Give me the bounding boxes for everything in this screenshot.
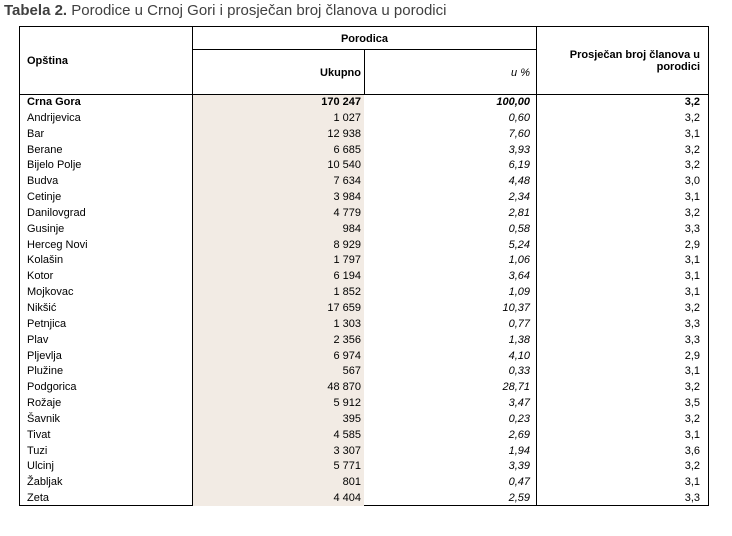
average-cell: 3,3 bbox=[684, 317, 700, 330]
municipality-cell: Danilovgrad bbox=[27, 206, 86, 219]
table-row bbox=[20, 491, 708, 507]
municipality-cell: Rožaje bbox=[27, 397, 62, 410]
municipality-cell: Cetinje bbox=[27, 191, 62, 204]
municipality-cell: Zeta bbox=[27, 492, 50, 505]
table-row bbox=[20, 174, 708, 190]
header-average-line1: Prosječan broj članova u bbox=[569, 49, 700, 61]
table-row bbox=[20, 158, 708, 174]
total-cell: 48 870 bbox=[327, 381, 361, 394]
municipality-cell: Petnjica bbox=[27, 317, 67, 330]
table-body bbox=[20, 95, 708, 507]
percent-cell: 1,09 bbox=[508, 286, 530, 299]
divider-total bbox=[364, 50, 365, 95]
table-row bbox=[20, 459, 708, 475]
municipality-cell: Podgorica bbox=[27, 381, 77, 394]
table-row bbox=[20, 380, 708, 396]
table-row bbox=[20, 428, 708, 444]
total-cell: 4 585 bbox=[333, 428, 361, 441]
percent-cell: 0,60 bbox=[508, 111, 530, 124]
total-cell: 395 bbox=[342, 412, 361, 425]
table-row bbox=[20, 412, 708, 428]
percent-cell: 4,48 bbox=[508, 175, 530, 188]
average-cell: 3,2 bbox=[684, 381, 700, 394]
total-cell: 12 938 bbox=[327, 127, 361, 140]
percent-cell: 3,64 bbox=[508, 270, 530, 283]
percent-cell: 10,37 bbox=[502, 301, 530, 314]
percent-cell: 3,47 bbox=[508, 397, 530, 410]
total-cell: 1 303 bbox=[333, 317, 361, 330]
percent-cell: 7,60 bbox=[508, 127, 530, 140]
municipality-cell: Berane bbox=[27, 143, 63, 156]
municipality-cell: Tuzi bbox=[27, 444, 48, 457]
percent-cell: 2,81 bbox=[508, 206, 530, 219]
percent-cell: 0,23 bbox=[508, 412, 530, 425]
header-municipality: Opština bbox=[27, 55, 68, 67]
average-cell: 3,0 bbox=[684, 175, 700, 188]
table-row bbox=[20, 206, 708, 222]
percent-cell: 1,06 bbox=[508, 254, 530, 267]
average-cell: 3,2 bbox=[684, 159, 700, 172]
average-cell: 3,1 bbox=[684, 476, 700, 489]
average-cell: 2,9 bbox=[684, 349, 700, 362]
municipality-cell: Crna Gora bbox=[27, 96, 81, 108]
municipality-cell: Kolašin bbox=[27, 254, 64, 267]
municipality-cell: Tivat bbox=[27, 428, 51, 441]
percent-cell: 28,71 bbox=[502, 381, 530, 394]
municipality-cell: Bijelo Polje bbox=[27, 159, 82, 172]
table-row bbox=[20, 190, 708, 206]
total-cell: 6 974 bbox=[333, 349, 361, 362]
table-row bbox=[20, 222, 708, 238]
average-cell: 3,2 bbox=[684, 301, 700, 314]
divider-group-header bbox=[192, 49, 537, 50]
total-cell: 1 797 bbox=[333, 254, 361, 267]
percent-cell: 1,38 bbox=[508, 333, 530, 346]
average-cell: 3,2 bbox=[684, 143, 700, 156]
municipality-cell: Gusinje bbox=[27, 222, 65, 235]
table-row bbox=[20, 285, 708, 301]
percent-cell: 3,93 bbox=[508, 143, 530, 156]
municipality-cell: Kotor bbox=[27, 270, 54, 283]
average-cell: 3,3 bbox=[684, 222, 700, 235]
municipality-cell: Ulcinj bbox=[27, 460, 54, 473]
total-cell: 17 659 bbox=[327, 301, 361, 314]
total-cell: 6 194 bbox=[333, 270, 361, 283]
average-cell: 3,1 bbox=[684, 428, 700, 441]
table-row bbox=[20, 301, 708, 317]
municipality-cell: Bar bbox=[27, 127, 45, 140]
header-average-line2: porodici bbox=[656, 61, 700, 73]
average-cell: 3,2 bbox=[684, 96, 700, 108]
table-row bbox=[20, 364, 708, 380]
average-cell: 3,3 bbox=[684, 492, 700, 505]
total-cell: 984 bbox=[342, 222, 361, 235]
total-cell: 170 247 bbox=[321, 96, 361, 108]
average-cell: 3,6 bbox=[684, 444, 700, 457]
percent-cell: 100,00 bbox=[496, 96, 530, 108]
total-cell: 6 685 bbox=[333, 143, 361, 156]
percent-cell: 3,39 bbox=[508, 460, 530, 473]
municipality-cell: Nikšić bbox=[27, 301, 57, 314]
average-cell: 3,2 bbox=[684, 111, 700, 124]
percent-cell: 0,47 bbox=[508, 476, 530, 489]
municipality-cell: Šavnik bbox=[27, 412, 61, 425]
table-row bbox=[20, 95, 708, 111]
average-cell: 3,2 bbox=[684, 206, 700, 219]
total-cell: 10 540 bbox=[327, 159, 361, 172]
average-cell: 3,3 bbox=[684, 333, 700, 346]
total-cell: 4 779 bbox=[333, 206, 361, 219]
average-cell: 3,1 bbox=[684, 365, 700, 378]
average-cell: 3,1 bbox=[684, 127, 700, 140]
table-row bbox=[20, 143, 708, 159]
table-row bbox=[20, 349, 708, 365]
total-cell: 5 771 bbox=[333, 460, 361, 473]
average-cell: 2,9 bbox=[684, 238, 700, 251]
percent-cell: 4,10 bbox=[508, 349, 530, 362]
data-table bbox=[19, 26, 709, 506]
total-cell: 4 404 bbox=[333, 492, 361, 505]
table-row bbox=[20, 111, 708, 127]
table-row bbox=[20, 127, 708, 143]
total-cell: 567 bbox=[342, 365, 361, 378]
table-row bbox=[20, 444, 708, 460]
total-cell: 1 027 bbox=[333, 111, 361, 124]
average-cell: 3,1 bbox=[684, 286, 700, 299]
percent-cell: 2,59 bbox=[508, 492, 530, 505]
percent-cell: 2,34 bbox=[508, 191, 530, 204]
total-cell: 3 984 bbox=[333, 191, 361, 204]
municipality-cell: Plav bbox=[27, 333, 49, 346]
table-row bbox=[20, 475, 708, 491]
municipality-cell: Budva bbox=[27, 175, 59, 188]
total-cell: 1 852 bbox=[333, 286, 361, 299]
table-row bbox=[20, 238, 708, 254]
municipality-cell: Mojkovac bbox=[27, 286, 74, 299]
table-row bbox=[20, 253, 708, 269]
table-title bbox=[4, 2, 446, 19]
header-percent: u % bbox=[511, 67, 530, 79]
table-row bbox=[20, 317, 708, 333]
header-family-group: Porodica bbox=[340, 33, 389, 45]
percent-cell: 5,24 bbox=[508, 238, 530, 251]
table-title-text: Porodice u Crnoj Gori i prosječan broj članova u porodici bbox=[71, 2, 447, 19]
total-cell: 801 bbox=[342, 476, 361, 489]
total-cell: 3 307 bbox=[333, 444, 361, 457]
percent-cell: 0,58 bbox=[508, 222, 530, 235]
header-average bbox=[570, 49, 700, 73]
percent-cell: 0,33 bbox=[508, 365, 530, 378]
percent-cell: 1,94 bbox=[508, 444, 530, 457]
table-title-label: Tabela 2. bbox=[4, 2, 68, 19]
average-cell: 3,2 bbox=[684, 460, 700, 473]
table-row bbox=[20, 333, 708, 349]
table-row bbox=[20, 269, 708, 285]
average-cell: 3,1 bbox=[684, 191, 700, 204]
percent-cell: 6,19 bbox=[508, 159, 530, 172]
total-cell: 5 912 bbox=[333, 397, 361, 410]
percent-cell: 0,77 bbox=[508, 317, 530, 330]
average-cell: 3,1 bbox=[684, 270, 700, 283]
municipality-cell: Pljevlja bbox=[27, 349, 62, 362]
header-total: Ukupno bbox=[320, 67, 361, 79]
municipality-cell: Plužine bbox=[27, 365, 64, 378]
percent-cell: 2,69 bbox=[508, 428, 530, 441]
total-cell: 8 929 bbox=[333, 238, 361, 251]
municipality-cell: Žabljak bbox=[27, 476, 63, 489]
table-row bbox=[20, 396, 708, 412]
average-cell: 3,1 bbox=[684, 254, 700, 267]
average-cell: 3,5 bbox=[684, 397, 700, 410]
total-cell: 2 356 bbox=[333, 333, 361, 346]
average-cell: 3,2 bbox=[684, 412, 700, 425]
municipality-cell: Andrijevica bbox=[27, 111, 81, 124]
municipality-cell: Herceg Novi bbox=[27, 238, 88, 251]
total-cell: 7 634 bbox=[333, 175, 361, 188]
